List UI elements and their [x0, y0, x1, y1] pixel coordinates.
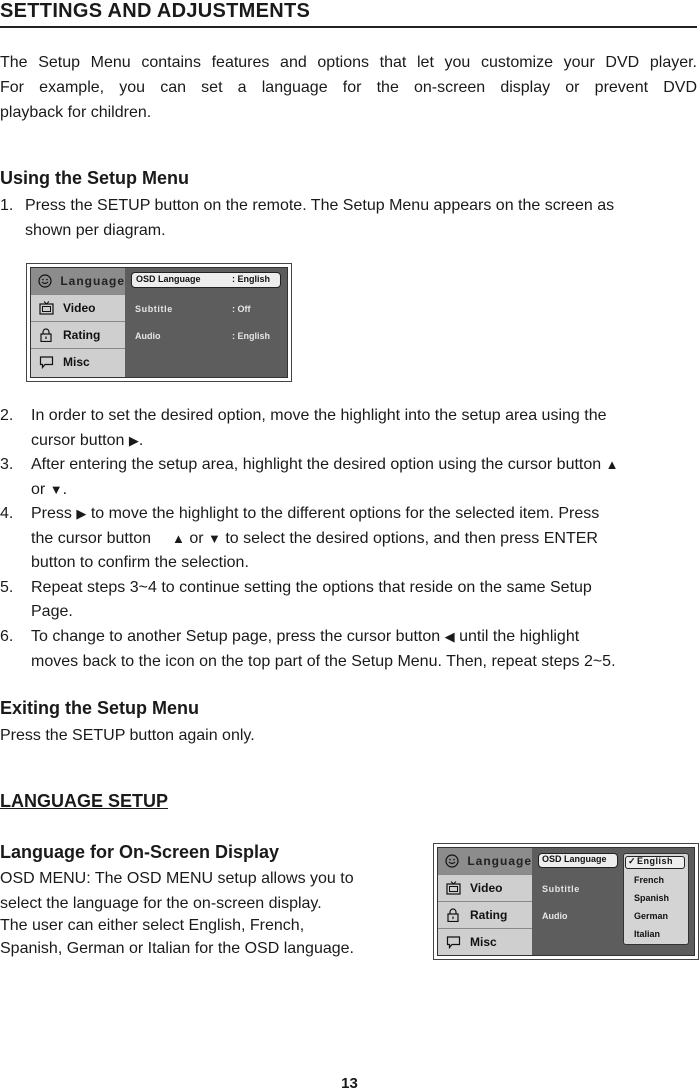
step-6-text-end: until the highlight: [459, 628, 580, 645]
osd-language-highlight: [538, 853, 618, 868]
sidebar-rating-label: Rating: [470, 908, 508, 922]
step-4-text-main: to move the highlight to the different options for the selected item. Press: [90, 505, 600, 522]
step-6-text: [31, 625, 579, 650]
tv-icon: [444, 881, 462, 895]
page-number: 13: [341, 1075, 358, 1092]
smiley-icon: [444, 854, 459, 868]
step-3-continued: or ▼.: [31, 481, 68, 498]
sidebar-item-language: [31, 268, 125, 295]
option-spanish[interactable]: Spanish: [634, 893, 670, 903]
step-4-press: Press: [31, 505, 72, 522]
osd-language-menu-panel: [437, 847, 695, 956]
sidebar-video-label: Video: [63, 301, 96, 315]
option-italian[interactable]: Italian: [634, 929, 661, 939]
lock-icon: [444, 908, 462, 922]
sidebar-item-rating: [31, 322, 125, 349]
step-2-number: 2.: [0, 407, 14, 424]
step-4-select-text: to select the desired options, and then press ENTER: [225, 530, 598, 547]
option-english: English: [637, 856, 674, 866]
smiley-icon: [37, 274, 52, 288]
step-4-cursor-text: the cursor button: [31, 530, 152, 547]
language-setup-heading: LANGUAGE SETUP: [0, 791, 169, 811]
osd-language-highlight: [131, 272, 281, 288]
down-arrow-icon: ▼: [49, 482, 63, 497]
step-3-or: or: [31, 481, 46, 498]
title-rule: [0, 26, 697, 28]
step-6-number: 6.: [0, 628, 14, 645]
tv-icon: [37, 301, 55, 315]
exiting-text: Press the SETUP button again only.: [0, 727, 255, 744]
step-4-or: or: [189, 530, 204, 547]
audio-value: : English: [232, 331, 270, 341]
dropdown-selected-english[interactable]: [625, 856, 685, 869]
step-4-line-3: button to confirm the selection.: [31, 554, 249, 571]
step-4-line-2: [31, 527, 598, 552]
osd-language-label: OSD Language: [136, 274, 201, 284]
intro-line-2: For example, you can set a language for the on-screen display or prevent DVD: [0, 79, 697, 96]
sidebar-item-rating: [438, 902, 532, 929]
subtitle-value: : Off: [232, 304, 251, 314]
sidebar-item-misc: [31, 349, 125, 375]
lock-icon: [37, 328, 55, 342]
option-french[interactable]: French: [634, 875, 665, 885]
sidebar-video-label: Video: [470, 881, 503, 895]
sidebar-item-video: [31, 295, 125, 322]
step-6-text-main: To change to another Setup page, press the cursor button: [31, 628, 441, 645]
intro-line-3: playback for children.: [0, 104, 152, 121]
step-5-text: Repeat steps 3~4 to continue setting the options that reside on the same Setup: [31, 579, 592, 596]
setup-menu-diagram: [26, 263, 292, 382]
sidebar-language-label: Language: [60, 274, 125, 288]
language-setup-line-1: OSD MENU: The OSD MENU setup allows you to: [0, 870, 354, 887]
speech-bubble-icon: [444, 935, 462, 949]
audio-label: Audio: [135, 331, 161, 341]
sidebar-item-language: [438, 848, 532, 875]
step-1-number: 1.: [0, 197, 14, 214]
language-setup-line-2: select the language for the on-screen display.: [0, 895, 322, 912]
step-4-number: 4.: [0, 505, 14, 522]
step-3-text-main: After entering the setup area, highlight the desired option using the cursor button: [31, 456, 602, 473]
sidebar-misc-label: Misc: [470, 935, 497, 949]
right-arrow-icon: ▶: [128, 433, 139, 448]
down-arrow-icon: ▼: [208, 531, 221, 546]
step-2-cursor-text: cursor button: [31, 432, 125, 449]
audio-label: Audio: [542, 911, 568, 921]
right-arrow-icon: ▶: [76, 506, 87, 521]
setup-menu-panel: [30, 267, 288, 378]
sidebar-item-misc: [438, 929, 532, 955]
subtitle-label: Subtitle: [135, 304, 173, 314]
up-arrow-icon: ▲: [605, 457, 619, 472]
language-setup-line-3: The user can either select English, French,: [0, 917, 305, 934]
subtitle-label: Subtitle: [542, 884, 580, 894]
up-arrow-icon: ▲: [171, 531, 185, 546]
step-1-text: Press the SETUP button on the remote. The Setup Menu appears on the screen as: [25, 197, 615, 214]
language-setup-line-4: Spanish, German or Italian for the OSD language.: [0, 940, 354, 957]
using-setup-heading: Using the Setup Menu: [0, 168, 189, 188]
checkmark-icon: ✓: [628, 856, 636, 866]
step-1-continued: shown per diagram.: [25, 222, 166, 239]
sidebar-misc-label: Misc: [63, 355, 90, 369]
step-5-number: 5.: [0, 579, 14, 596]
section-title: SETTINGS AND ADJUSTMENTS: [0, 0, 311, 22]
osd-language-heading: Language for On-Screen Display: [0, 842, 280, 862]
left-arrow-icon: ◀: [444, 629, 455, 644]
osd-language-value: : English: [232, 274, 270, 284]
step-6-continued: moves back to the icon on the top part of the Setup Menu. Then, repeat steps 2~5.: [31, 653, 616, 670]
osd-language-dropdown[interactable]: [623, 853, 689, 945]
step-2-continued: cursor button ▶.: [31, 432, 144, 449]
speech-bubble-icon: [37, 355, 55, 369]
osd-menu-sidebar: [438, 848, 532, 955]
osd-language-menu-diagram: [433, 843, 699, 960]
osd-language-label: OSD Language: [542, 854, 607, 864]
sidebar-item-video: [438, 875, 532, 902]
sidebar-language-label: Language: [467, 854, 532, 868]
step-5-continued: Page.: [31, 603, 73, 620]
step-3-number: 3.: [0, 456, 14, 473]
intro-line-1: The Setup Menu contains features and options that let you customize your DVD player.: [0, 54, 697, 71]
step-2-text: In order to set the desired option, move the highlight into the setup area using the: [31, 407, 607, 424]
sidebar-rating-label: Rating: [63, 328, 101, 342]
step-3-text: [31, 453, 618, 478]
setup-menu-sidebar: [31, 268, 125, 377]
option-german[interactable]: German: [634, 911, 669, 921]
step-4-text: [31, 502, 599, 527]
exiting-heading: Exiting the Setup Menu: [0, 698, 200, 718]
